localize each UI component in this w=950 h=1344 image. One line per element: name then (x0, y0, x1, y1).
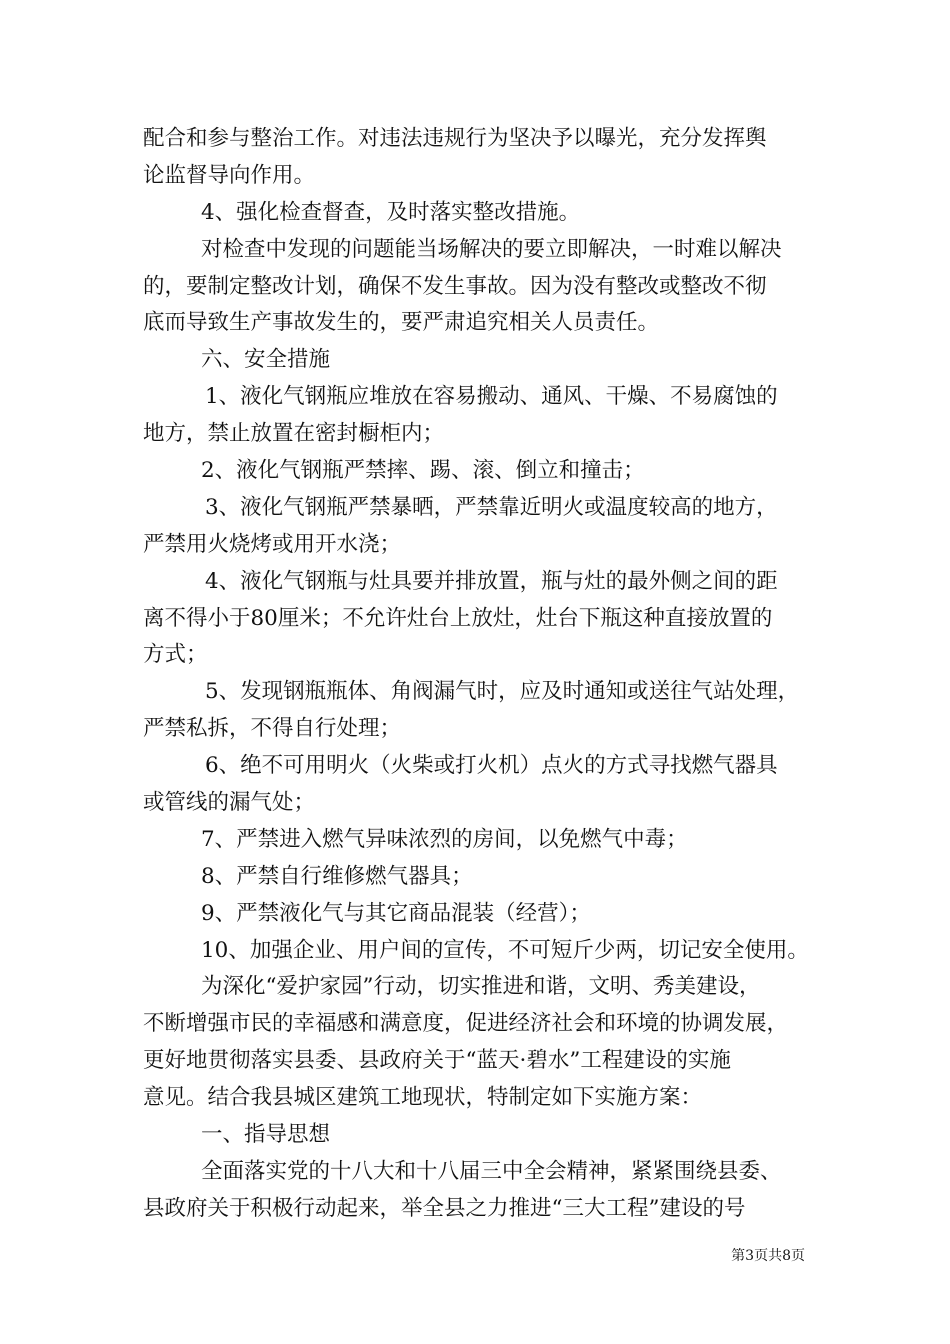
text-line: 10、加强企业、用户间的宣传，不可短斤少两，切记安全使用。 (201, 937, 809, 963)
section-heading: 六、安全措施 (201, 347, 331, 373)
text-line: 1、液化气钢瓶应堆放在容易搬动、通风、干燥、不易腐蚀的 (205, 384, 778, 410)
text-line: 地方，禁止放置在密封橱柜内； (143, 421, 445, 447)
page-number: 第3页共8页 (731, 1248, 805, 1264)
text-line: 严禁私拆，不得自行处理； (143, 716, 402, 742)
section-heading: 一、指导思想 (201, 1122, 331, 1148)
text-line: 配合和参与整治工作。对违法违规行为坚决予以曝光，充分发挥舆 (143, 126, 767, 151)
text-line: 严禁用火烧烤或用开水浇； (143, 531, 402, 557)
text-line: 方式； (143, 642, 208, 668)
text-line: 全面落实党的十八大和十八届三中全会精神，紧紧围绕县委、 (201, 1158, 782, 1184)
text-line: 意见。结合我县城区建筑工地现状，特制定如下实施方案： (143, 1085, 703, 1111)
text-line: 5、发现钢瓶瓶体、角阀漏气时，应及时通知或送往气站处理， (205, 679, 800, 705)
text-line: 或管线的漏气处； (143, 790, 316, 816)
text-line: 3、液化气钢瓶严禁暴晒，严禁靠近明火或温度较高的地方， (205, 494, 778, 520)
text-line: 为深化“爱护家园”行动，切实推进和谐，文明、秀美建设， (201, 974, 761, 1000)
text-line: 6、绝不可用明火（火柴或打火机）点火的方式寻找燃气器具 (205, 753, 778, 779)
text-line: 4、液化气钢瓶与灶具要并排放置，瓶与灶的最外侧之间的距 (205, 568, 778, 594)
text-line: 7、严禁进入燃气异味浓烈的房间，以免燃气中毒； (201, 826, 688, 852)
text-line: 2、液化气钢瓶严禁摔、踢、滚、倒立和撞击； (201, 458, 645, 484)
text-line: 4、强化检查督查，及时落实整改措施。 (201, 199, 581, 225)
body-text (143, 121, 808, 1228)
text-line: 8、严禁自行维修燃气器具； (201, 863, 473, 889)
text-line: 不断增强市民的幸福感和满意度，促进经济社会和环境的协调发展， (143, 1011, 789, 1037)
text-line: 的，要制定整改计划，确保不发生事故。因为没有整改或整改不彻 (143, 273, 767, 299)
text-line: 县政府关于积极行动起来，举全县之力推进“三大工程”建设的号 (143, 1195, 746, 1221)
text-line: 论监督导向作用。 (143, 162, 316, 188)
text-line: 9、严禁液化气与其它商品混装（经营）； (201, 900, 591, 926)
text-line: 对检查中发现的问题能当场解决的要立即解决，一时难以解决 (201, 236, 782, 262)
text-line: 底而导致生产事故发生的，要严肃追究相关人员责任。 (143, 310, 660, 336)
text-line: 更好地贯彻落实县委、县政府关于“蓝天·碧水”工程建设的实施 (143, 1048, 731, 1074)
text-line: 离不得小于80厘米；不允许灶台上放灶，灶台下瓶这种直接放置的 (143, 605, 773, 631)
